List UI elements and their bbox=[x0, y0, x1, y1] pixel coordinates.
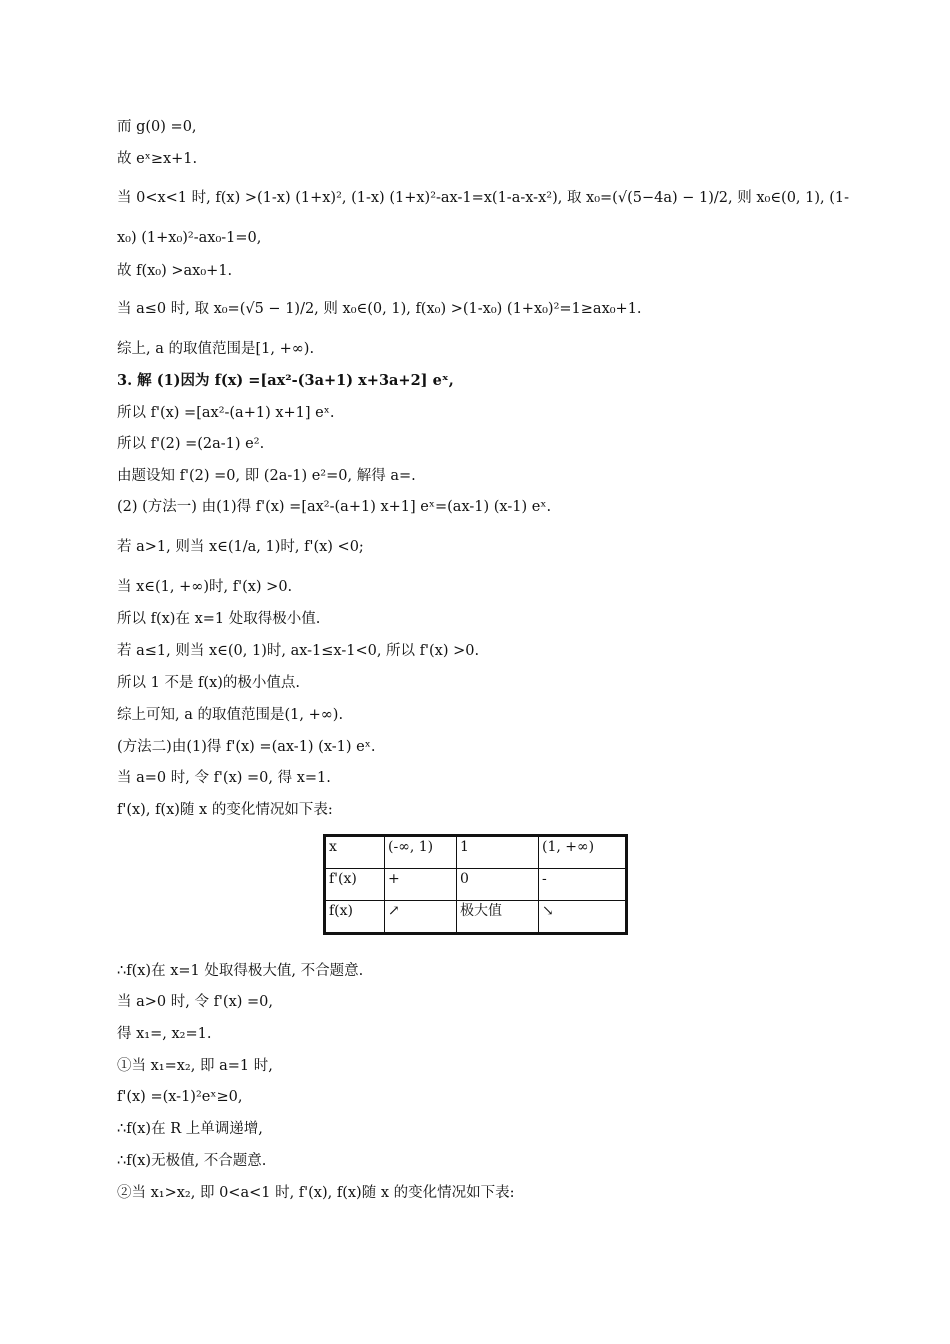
text-line: 所以 f'(x) =[ax²-(a+1) x+1] eˣ. bbox=[117, 405, 335, 421]
text-line: 3. 解 (1)因为 f(x) =[ax²-(3a+1) x+3a+2] eˣ, bbox=[117, 372, 454, 389]
table-cell: 1 bbox=[457, 836, 539, 869]
text-line: (方法二)由(1)得 f'(x) =(ax-1) (x-1) eˣ. bbox=[117, 739, 376, 755]
text-line: 若 a≤1, 则当 x∈(0, 1)时, ax-1≤x-1<0, 所以 f'(x) >0. bbox=[117, 643, 480, 659]
table-cell: x bbox=[325, 836, 385, 869]
text-line: ②当 x₁>x₂, 即 0<a<1 时, f'(x), f(x)随 x 的变化情况如下表: bbox=[117, 1185, 515, 1201]
table-cell: (1, +∞) bbox=[539, 836, 627, 869]
text-line: 综上可知, a 的取值范围是(1, +∞). bbox=[117, 707, 344, 723]
table-cell: + bbox=[385, 869, 457, 901]
text-line: 当 a=0 时, 令 f'(x) =0, 得 x=1. bbox=[117, 770, 331, 786]
text-line: 若 a>1, 则当 x∈(1/a, 1)时, f'(x) <0; bbox=[117, 539, 364, 555]
text-line: ①当 x₁=x₂, 即 a=1 时, bbox=[117, 1058, 273, 1074]
text-line: 而 g(0) =0, bbox=[117, 119, 197, 135]
table-cell: f'(x) bbox=[325, 869, 385, 901]
text-line: f'(x), f(x)随 x 的变化情况如下表: bbox=[117, 802, 333, 818]
text-line: 所以 f'(2) =(2a-1) e². bbox=[117, 436, 265, 452]
variation-table bbox=[323, 834, 628, 935]
text-line: 故 eˣ≥x+1. bbox=[117, 151, 198, 167]
table-cell: 极大值 bbox=[457, 901, 539, 934]
text-line: (2) (方法一) 由(1)得 f'(x) =[ax²-(a+1) x+1] eˣ=(ax-1) (x-1) eˣ. bbox=[117, 499, 552, 515]
table-row bbox=[325, 901, 627, 934]
table-cell: f(x) bbox=[325, 901, 385, 934]
table-row bbox=[325, 836, 627, 869]
text-line: ∴f(x)无极值, 不合题意. bbox=[117, 1153, 267, 1169]
text-line: 由题设知 f'(2) =0, 即 (2a-1) e²=0, 解得 a=. bbox=[117, 468, 416, 484]
text-line: 当 0<x<1 时, f(x) >(1-x) (1+x)², (1-x) (1+x)²-ax-1=x(1-a-x-x²), 取 x₀=(√(5−4a) − 1)/2, 则 x₀∈(0, 1), (1- bbox=[117, 190, 850, 206]
text-line: 综上, a 的取值范围是[1, +∞). bbox=[117, 341, 315, 357]
text-line: 所以 1 不是 f(x)的极小值点. bbox=[117, 675, 301, 691]
text-line: 得 x₁=, x₂=1. bbox=[117, 1026, 212, 1042]
text-line: x₀) (1+x₀)²-ax₀-1=0, bbox=[117, 230, 262, 246]
table-cell: (-∞, 1) bbox=[385, 836, 457, 869]
table-cell: 0 bbox=[457, 869, 539, 901]
table-row bbox=[325, 869, 627, 901]
table-cell: ↘ bbox=[539, 901, 627, 934]
text-line: ∴f(x)在 R 上单调递增, bbox=[117, 1121, 263, 1137]
text-line: ∴f(x)在 x=1 处取得极大值, 不合题意. bbox=[117, 963, 364, 979]
table-cell: ↗ bbox=[385, 901, 457, 934]
text-line: 故 f(x₀) >ax₀+1. bbox=[117, 263, 233, 279]
text-line: 当 x∈(1, +∞)时, f'(x) >0. bbox=[117, 579, 293, 595]
text-line: f'(x) =(x-1)²eˣ≥0, bbox=[117, 1089, 243, 1105]
text-line: 当 a≤0 时, 取 x₀=(√5 − 1)/2, 则 x₀∈(0, 1), f(x₀) >(1-x₀) (1+x₀)²=1≥ax₀+1. bbox=[117, 301, 642, 317]
text-line: 所以 f(x)在 x=1 处取得极小值. bbox=[117, 611, 321, 627]
table-cell: - bbox=[539, 869, 627, 901]
text-line: 当 a>0 时, 令 f'(x) =0, bbox=[117, 994, 274, 1010]
